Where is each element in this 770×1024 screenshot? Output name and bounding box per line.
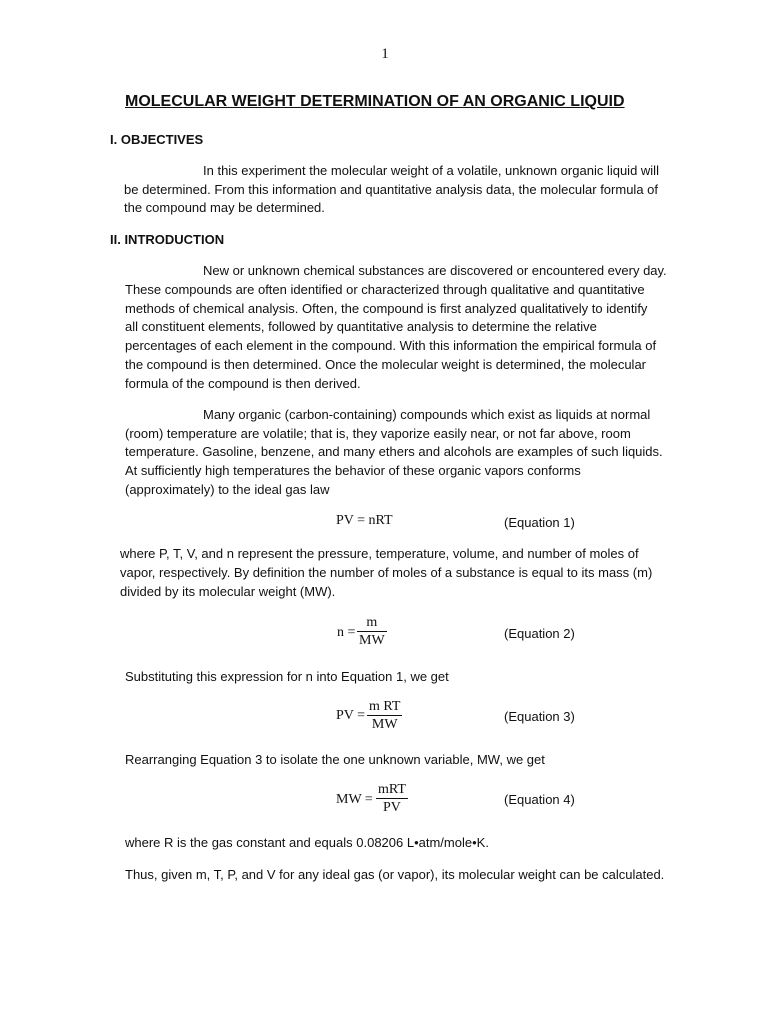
- equation-4-numerator: mRT: [378, 782, 406, 797]
- intro-para2-line: (approximately) to the ideal gas law: [125, 482, 330, 497]
- intro-para3-line: where P, T, V, and n represent the pressure, temperature, volume, and number of moles of: [120, 546, 639, 561]
- closing-text: Thus, given m, T, P, and V for any ideal gas (or vapor), its molecular weight can be calculated.: [125, 867, 665, 882]
- intro-para2-line: temperature. Gasoline, benzene, and many ethers and alcohols are examples of such liquids.: [125, 444, 663, 459]
- intro-para1-line: all constituent elements, followed by quantitative analysis to determine the relative: [125, 319, 597, 334]
- page-number: 1: [381, 46, 389, 62]
- equation-4-lhs: MW =: [336, 792, 373, 807]
- equation-2-denominator: MW: [359, 633, 385, 648]
- equation-1-label: (Equation 1): [504, 515, 575, 530]
- objectives-line: be determined. From this information and quantitative analysis data, the molecular formula of: [124, 182, 658, 197]
- objectives-line: the compound may be determined.: [124, 200, 325, 215]
- intro-para1-line: the compound is then determined. Once the molecular weight is determined, the molecular: [125, 357, 647, 372]
- equation-2-fraction: [357, 615, 387, 648]
- intro-para1-line: New or unknown chemical substances are discovered or encountered every day.: [203, 263, 667, 278]
- equation-2-lhs: n =: [337, 625, 356, 640]
- equation-2-label: (Equation 2): [504, 626, 575, 641]
- equation-2-numerator: m: [366, 615, 378, 630]
- objectives-heading: I. OBJECTIVES: [110, 132, 204, 147]
- introduction-heading: II. INTRODUCTION: [110, 232, 225, 247]
- intro-para1-line: methods of chemical analysis. Often, the compound is first analyzed qualitatively to identify: [125, 301, 648, 316]
- equation-4-label: (Equation 4): [504, 792, 575, 807]
- equation-3-lhs: PV =: [336, 708, 366, 723]
- equation-3-label: (Equation 3): [504, 709, 575, 724]
- intro-para1-line: percentages of each element in the compound. With this information the empirical formula of: [125, 338, 657, 353]
- equation-3-numerator: m RT: [369, 699, 401, 714]
- intro-para1-line: formula of the compound is then derived.: [125, 376, 361, 391]
- equation-1: PV = nRT: [336, 513, 393, 528]
- intro-para2-line: (room) temperature are volatile; that is, they vaporize easily near, or not far above, room: [125, 426, 631, 441]
- objectives-line: In this experiment the molecular weight of a volatile, unknown organic liquid will: [203, 163, 659, 178]
- intro-para3-line: vapor, respectively. By definition the number of moles of a substance is equal to its mass (m): [120, 565, 653, 580]
- equation-3-fraction: [367, 699, 402, 732]
- intro-para3-line: divided by its molecular weight (MW).: [120, 584, 336, 599]
- after-equation-3-text: Rearranging Equation 3 to isolate the one unknown variable, MW, we get: [125, 752, 545, 767]
- equation-4-fraction: [376, 782, 408, 815]
- intro-para1-line: These compounds are often identified or characterized through qualitative and quantitative: [125, 282, 645, 297]
- equation-3-denominator: MW: [371, 717, 398, 732]
- intro-para2-line: At sufficiently high temperatures the behavior of these organic vapors conforms: [125, 463, 581, 478]
- document-title: MOLECULAR WEIGHT DETERMINATION OF AN ORGANIC LIQUID: [125, 93, 625, 110]
- gas-constant-text: where R is the gas constant and equals 0.08206 L•atm/mole•K.: [125, 835, 489, 850]
- intro-para2-line: Many organic (carbon-containing) compounds which exist as liquids at normal: [203, 407, 651, 422]
- after-equation-2-text: Substituting this expression for n into Equation 1, we get: [125, 669, 449, 684]
- equation-4-denominator: PV: [383, 800, 401, 815]
